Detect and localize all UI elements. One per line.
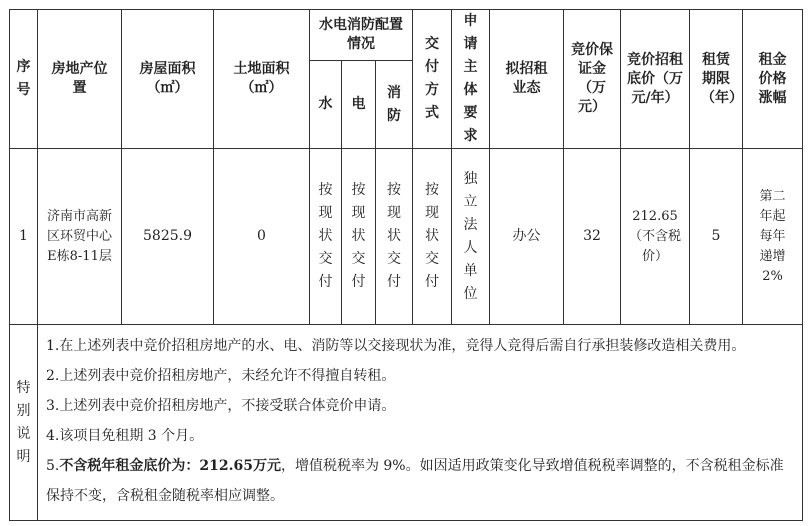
header-seq: 序号: [10, 10, 38, 149]
note-5-bold: 不含税年租金底价为：212.65万元: [59, 458, 281, 474]
cell-electricity: 按现状交付: [342, 149, 376, 325]
note-4: 4.该项目免租期 3 个月。: [46, 428, 204, 444]
cell-rent-increase: 第二年起每年递增2%: [743, 149, 803, 325]
cell-lease-term: 5: [690, 149, 743, 325]
header-lease-term: 租赁期限（年）: [690, 10, 743, 149]
header-rent-increase: 租金价格涨幅: [743, 10, 803, 149]
cell-land-area: 0: [214, 149, 310, 325]
special-notes: [38, 325, 803, 521]
cell-intended-use: 办公: [490, 149, 564, 325]
header-intended-use: 拟招租业态: [490, 10, 564, 149]
cell-applicant-requirement: 独立法人单位: [452, 149, 490, 325]
lease-table: [9, 9, 803, 521]
header-electricity: 电: [342, 61, 376, 149]
cell-water: 按现状交付: [310, 149, 342, 325]
cell-delivery: 按现状交付: [413, 149, 452, 325]
header-reserve-price: 竞价招租底价（万元/年）: [621, 10, 690, 149]
cell-reserve-price: 212.65（不含税价）: [621, 149, 690, 325]
header-water: 水: [310, 61, 342, 149]
note-5: 5.不含税年租金底价为：212.65万元，增值税税率为 9%。如因适用政策变化导致增值税税率调整的，不含税租金标准保持不变，含税租金随税率相应调整。: [46, 458, 784, 504]
header-delivery: 交付方式: [413, 10, 452, 149]
table-row: [10, 149, 803, 325]
cell-fire: 按现状交付: [376, 149, 413, 325]
header-utilities-group: 水电消防配置情况: [310, 10, 413, 61]
special-notes-label: 特别说明: [10, 325, 38, 521]
header-deposit: 竞价保证金（万元）: [564, 10, 621, 149]
header-property-location: 房地产位置: [38, 10, 122, 149]
header-land-area: 土地面积（㎡）: [214, 10, 310, 149]
cell-seq: 1: [10, 149, 38, 325]
note-1: 1.在上述列表中竞价招租房地产的水、电、消防等以交接现状为准，竞得人竞得后需自行承担装修改造相关费用。: [46, 338, 746, 354]
cell-deposit: 32: [564, 149, 621, 325]
note-2: 2.上述列表中竞价招租房地产，未经允许不得擅自转租。: [46, 368, 396, 384]
header-applicant-requirement: 申请主体要求: [452, 10, 490, 149]
header-building-area: 房屋面积（㎡）: [122, 10, 214, 149]
cell-location: 济南市高新区环贸中心E栋8-11层: [38, 149, 122, 325]
header-fire: 消防: [376, 61, 413, 149]
cell-building-area: 5825.9: [122, 149, 214, 325]
note-3: 3.上述列表中竞价招租房地产，不接受联合体竞价申请。: [46, 398, 396, 414]
